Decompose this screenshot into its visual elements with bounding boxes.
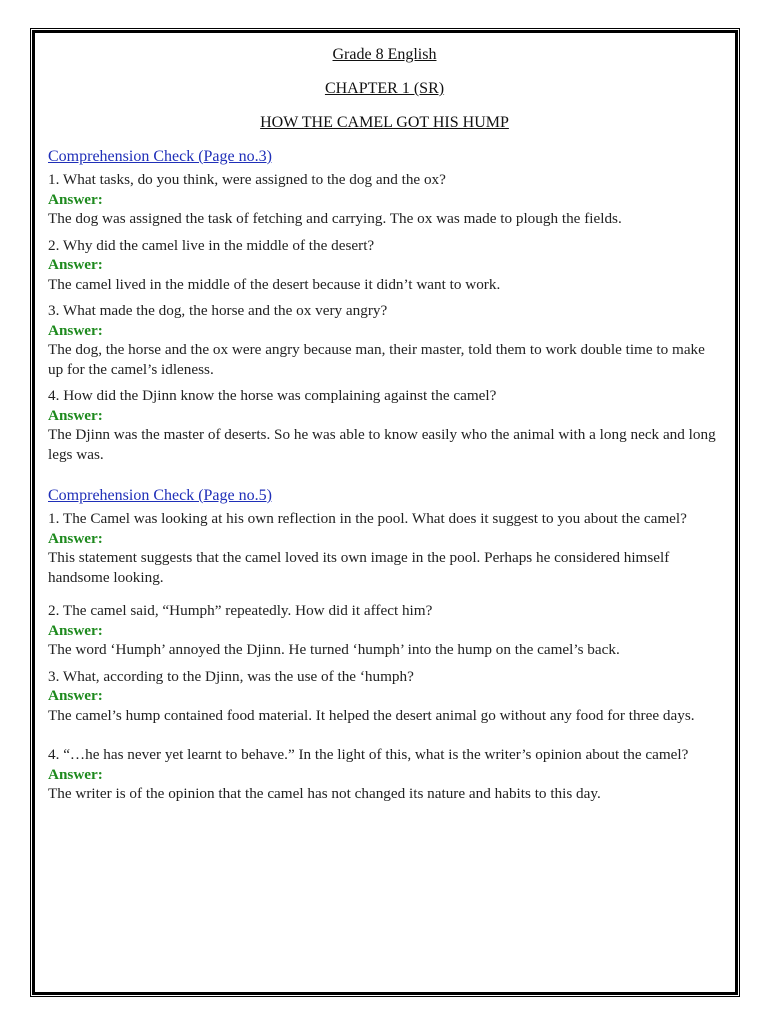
answer-label: Answer: [48,406,103,424]
answer-label: Answer: [48,256,103,273]
qa-block [48,386,721,464]
answer-label: Answer: [48,190,103,208]
page-content [48,45,721,804]
qa-block [48,509,721,587]
answer-label: Answer: [48,321,103,339]
question-text: 4. How did the Djinn know the horse was complaining against the camel? [48,387,497,404]
grade-title: Grade 8 English [332,46,437,63]
section-heading-page5: Comprehension Check (Page no.5) [48,487,272,504]
answer-text: The dog was assigned the task of fetching and carrying. The ox was made to plough the fields. [48,210,622,227]
question-text: 1. The Camel was looking at his own reflection in the pool. What does it suggest to you about the camel? [48,510,687,527]
answer-label: Answer: [48,621,103,639]
answer-text: The camel lived in the middle of the desert because it didn’t want to work. [48,275,501,293]
story-title: HOW THE CAMEL GOT HIS HUMP [260,114,509,131]
qa-block [48,745,721,804]
chapter-title: CHAPTER 1 (SR) [324,80,445,97]
answer-text: The writer is of the opinion that the camel has not changed its nature and habits to this day. [48,785,601,802]
question-text: 3. What made the dog, the horse and the ox very angry? [48,302,388,319]
question-text: 4. “…he has never yet learnt to behave.” In the light of this, what is the writer’s opinion about the camel? [48,746,689,763]
question-text: 2. The camel said, “Humph” repeatedly. How did it affect him? [48,602,433,619]
section-heading-page3: Comprehension Check (Page no.3) [48,148,272,165]
answer-text: The Djinn was the master of deserts. So he was able to know easily who the animal with a long neck and long legs was. [48,426,716,463]
answer-text: The camel’s hump contained food material. It helped the desert animal go without any food for three days. [48,706,695,724]
answer-text: The word ‘Humph’ annoyed the Djinn. He turned ‘humph’ into the hump on the camel’s back. [48,641,620,658]
answer-label: Answer: [48,687,103,704]
answer-text: This statement suggests that the camel loved its own image in the pool. Perhaps he considered himself handsome looking. [48,549,670,586]
question-text: 3. What, according to the Djinn, was the use of the ‘humph? [48,667,414,685]
question-text: 2. Why did the camel live in the middle of the desert? [48,236,375,254]
document-page [32,30,738,995]
qa-block [48,236,721,295]
qa-block [48,601,721,660]
question-text: 1. What tasks, do you think, were assigned to the dog and the ox? [48,171,446,188]
answer-label: Answer: [48,529,103,547]
qa-block [48,170,721,229]
qa-block [48,667,721,726]
answer-text: The dog, the horse and the ox were angry because man, their master, told them to work double time to make up for the camel’s idleness. [48,341,705,378]
answer-label: Answer: [48,765,103,783]
qa-block [48,301,721,379]
